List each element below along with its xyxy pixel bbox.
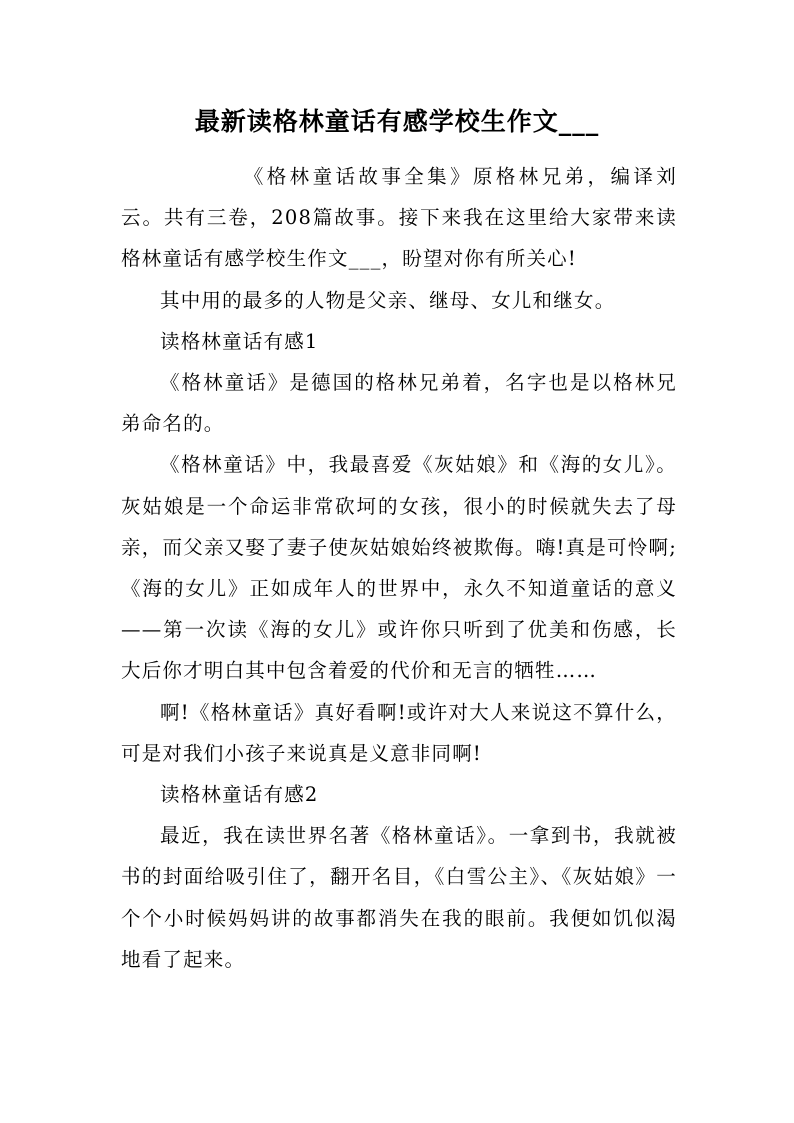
paragraph-intro: 《格林童话故事全集》原格林兄弟，编译刘云。共有三卷，208篇故事。接下来我在这里给大家带来读格林童话有感学校生作文___，盼望对你有所关心! (121, 165, 677, 271)
section-heading-2: 读格林童话有感2 (160, 783, 319, 807)
document-body (121, 156, 677, 980)
document-title: 最新读格林童话有感学校生作文___ (194, 107, 600, 136)
paragraph-exclaim: 啊!《格林童话》真好看啊!或许对大人来说这不算什么，可是对我们小孩子来说真是义意非同啊! (121, 700, 677, 765)
paragraph-authors: 《格林童话》是德国的格林兄弟着，名字也是以格林兄弟命名的。 (121, 371, 677, 436)
paragraph-characters: 其中用的最多的人物是父亲、继母、女儿和继女。 (160, 288, 616, 312)
paragraph-recent-reading: 最近，我在读世界名著《格林童话》。一拿到书，我就被书的封面给吸引住了，翻开名目，《白雪公主》、《灰姑娘》一个个小时候妈妈讲的故事都消失在我的眼前。我便如饥似渴地看了起来。 (121, 824, 677, 971)
paragraph-favorites: 《格林童话》中，我最喜爱《灰姑娘》和《海的女儿》。灰姑娘是一个命运非常砍坷的女孩，很小的时候就失去了母亲，而父亲又娶了妻子使灰姑娘始终被欺侮。嗨!真是可怜啊;《海的女儿》正如成年人的世界中，永久不知道童话的意义——第一次读《海的女儿》或许你只听到了优美和伤感，长大后你才明白其中包含着爱的代价和无言的牺牲…… (121, 453, 677, 683)
section-heading-1: 读格林童话有感1 (160, 329, 319, 353)
